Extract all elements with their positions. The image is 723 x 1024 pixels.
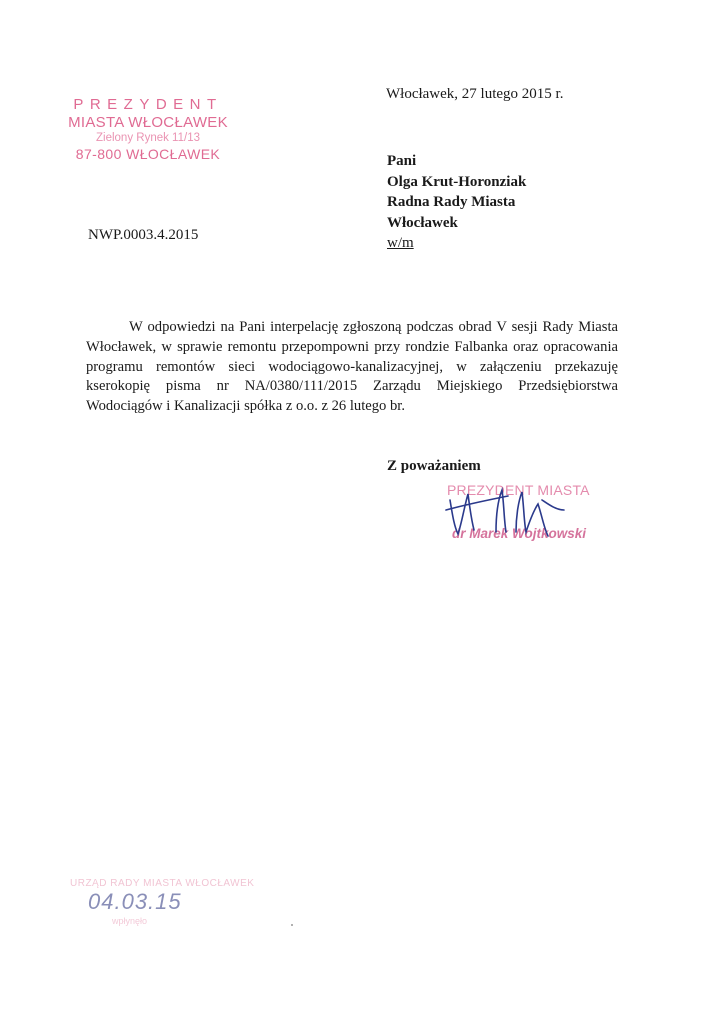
addressee-title: Radna Rady Miasta	[387, 194, 516, 210]
received-stamp	[62, 874, 272, 938]
letterhead-stamp	[58, 96, 238, 163]
addressee-block	[387, 151, 526, 254]
addressee-name: Olga Krut-Horonziak	[387, 173, 527, 190]
signature-stamp-role: PREZYDENT MIASTA	[447, 482, 590, 498]
letter-body: W odpowiedzi na Pani interpelację zgłoszoną podczas obrad V sesji Rady Miasta Włocławek, w sprawie remontu przepompowni przy rondzie Falbanka oraz opracowania programu remontów sieci wodociągowo-kanalizacyjnej, w załączeniu przekazuję kserokopię pisma nr NA/0380/111/2015 Zarządu Miejskiego Przedsiębiorstwa Wodociągów i Kanalizacji spółka z o.o. z 26 lutego br.	[86, 319, 618, 415]
received-stamp-footer: wpłynęło	[112, 916, 148, 926]
received-stamp-date: 04.03.15	[88, 889, 182, 914]
stamp-line-prezydent: PREZYDENT	[73, 96, 223, 113]
closing-phrase: Z poważaniem	[387, 458, 481, 474]
paper-speck	[291, 924, 293, 926]
stamp-line-city: MIASTA WŁOCŁAWEK	[68, 114, 228, 131]
reference-number: NWP.0003.4.2015	[88, 227, 199, 243]
signature-stamp-name: dr Marek Wojtkowski	[452, 526, 587, 541]
place-and-date: Włocławek, 27 lutego 2015 r.	[386, 86, 564, 102]
stamp-line-street: Zielony Rynek 11/13	[96, 132, 200, 144]
stamp-line-postcode: 87-800 WŁOCŁAWEK	[75, 145, 221, 162]
received-stamp-header: URZĄD RADY MIASTA WŁOCŁAWEK	[70, 878, 255, 889]
handwritten-signature	[438, 470, 578, 560]
addressee-city: Włocławek	[387, 214, 458, 231]
addressee-wm: w/m	[387, 235, 414, 251]
addressee-salutation: Pani	[387, 153, 417, 169]
